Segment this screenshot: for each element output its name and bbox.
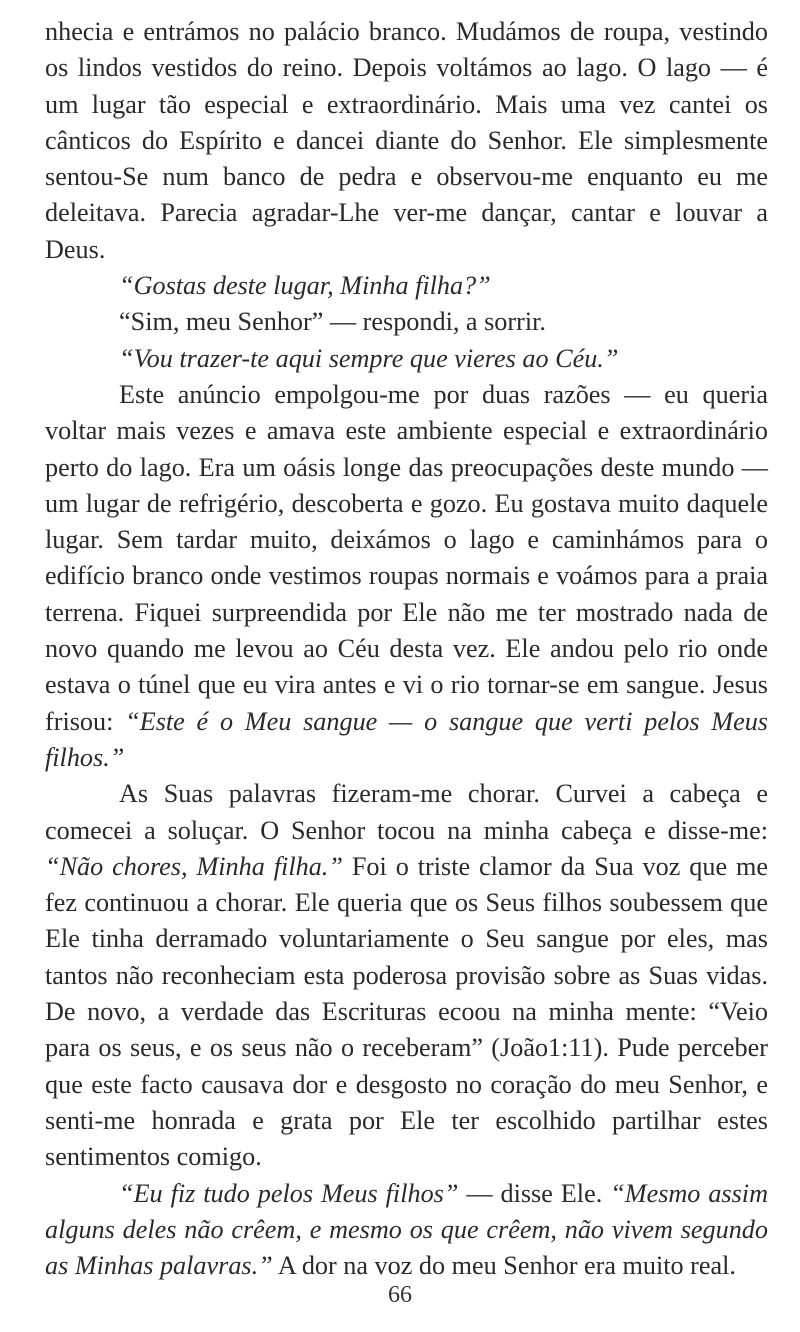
paragraph-1 [45, 14, 768, 268]
paragraph-7-text-b: A dor na voz do meu Senhor era muito real. [272, 1251, 736, 1281]
paragraph-4 [45, 341, 768, 377]
page-number: 66 [388, 1282, 412, 1308]
paragraph-6-text-a: As Suas palavras fizeram-me chorar. Curvei a cabeça e comecei a soluçar. O Senhor tocou na minha cabeça e disse-me: [45, 779, 768, 845]
reply-sim: “Sim, meu Senhor” — respondi, a sorrir. [119, 307, 546, 337]
page-body [45, 14, 768, 1284]
paragraph-3 [45, 304, 768, 340]
quote-nao-chores: “Não chores, Minha filha.” [45, 851, 343, 881]
paragraph-5 [45, 377, 768, 776]
quote-meu-sangue: “Este é o Meu sangue — o sangue que verti pelos Meus filhos.” [45, 706, 768, 772]
paragraph-5-text: Este anúncio empolgou-me por duas razões — eu queria voltar mais vezes e amava este ambiente especial e extraordinário perto do lago. Era um oásis longe das preocupações deste mundo — um lugar de refrigério, descoberta e gozo. Eu gostava muito daquele lugar. Sem tardar muito, deixámos o lago e caminhámos para o edifício branco onde vestimos roupas normais e voámos para a praia terrena. Fiquei surpreendida por Ele não me ter mostrado nada de novo quando me levou ao Céu desta vez. Ele andou pelo rio onde estava o túnel que eu vira antes e vi o rio tornar-se em sangue. Jesus frisou: [45, 379, 768, 736]
quote-mesmo-assim: “Mesmo assim alguns deles não crêem, e mesmo os que crêem, não vivem segundo as Minhas palavras.” [45, 1178, 768, 1281]
quote-eu-fiz-tudo: “Eu fiz tudo pelos Meus filhos” [119, 1178, 459, 1208]
paragraph-6 [45, 776, 768, 1175]
paragraph-7-text-a: — disse Ele. [458, 1178, 611, 1208]
paragraph-1-text: nhecia e entrámos no palácio branco. Mudámos de roupa, vestindo os lindos vestidos do reino. Depois voltámos ao lago. O lago — é um lugar tão especial e extraordinário. Mais uma vez cantei os cânticos do Espírito e dancei diante do Senhor. Ele simplesmente sentou-Se num banco de pedra e observou-me enquanto eu me deleitava. Parecia agradar-Lhe ver-me dançar, cantar e louvar a Deus. [45, 17, 768, 264]
paragraph-7 [45, 1176, 768, 1285]
paragraph-6-text-b: Foi o triste clamor da Sua voz que me fez continuou a chorar. Ele queria que os Seus filhos soubessem que Ele tinha derramado voluntariamente o Seu sangue por eles, mas tantos não reconheciam esta poderosa provisão sobre as Suas vidas. De novo, a verdade das Escrituras ecoou na minha mente: “Veio para os seus, e os seus não o receberam” (João1:11). Pude perceber que este facto causava dor e desgosto no coração do meu Senhor, e senti-me honrada e grata por Ele ter escolhido partilhar estes sentimentos comigo. [45, 851, 768, 1172]
quote-vou-trazer: “Vou trazer-te aqui sempre que vieres ao Céu.” [119, 343, 619, 373]
paragraph-2 [45, 268, 768, 304]
quote-gostas: “Gostas deste lugar, Minha filha?” [119, 271, 491, 301]
